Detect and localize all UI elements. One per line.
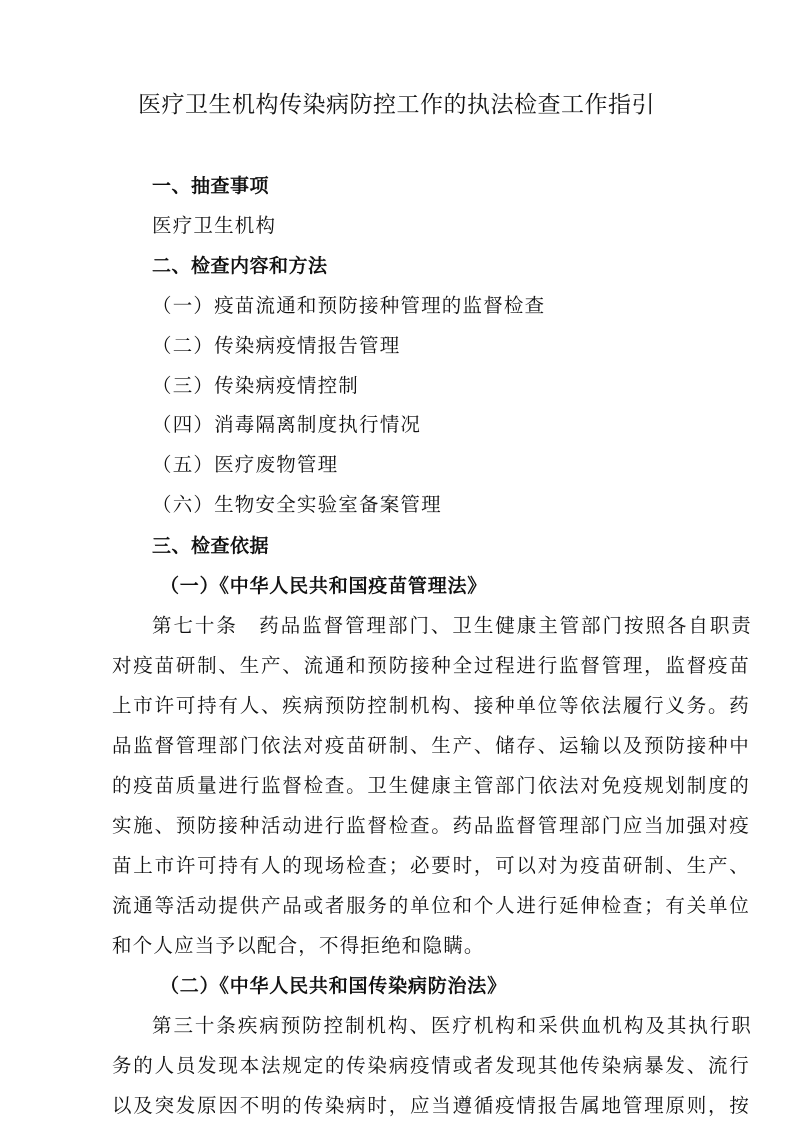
law1-line-1: 第七十条 药品监督管理部门、卫生健康主管部门按照各自职责 (152, 614, 752, 637)
inspection-item-1: （一）疫苗流通和预防接种管理的监督检查 (152, 294, 546, 317)
section-heading-2: 二、检查内容和方法 (152, 255, 328, 277)
inspection-item-4: （四）消毒隔离制度执行情况 (152, 413, 422, 436)
law2-line-2: 务的人员发现本法规定的传染病疫情或者发现其他传染病暴发、流行 (112, 1054, 750, 1077)
inspection-item-3: （三）传染病疫情控制 (152, 374, 360, 397)
law1-line-9: 和个人应当予以配合，不得拒绝和隐瞒。 (112, 934, 485, 957)
document-title: 医疗卫生机构传染病防控工作的执法检查工作指引 (138, 92, 655, 118)
section-heading-3: 三、检查依据 (152, 535, 270, 557)
inspection-item-6: （六）生物安全实验室备案管理 (152, 493, 442, 516)
inspection-item-2: （二）传染病疫情报告管理 (152, 334, 401, 357)
law1-line-4: 品监督管理部门依法对疫苗研制、生产、储存、运输以及预防接种中 (112, 734, 750, 757)
law-heading-vaccine: （一）《中华人民共和国疫苗管理法》 (160, 575, 488, 597)
law1-line-7: 苗上市许可持有人的现场检查；必要时，可以对为疫苗研制、生产、 (112, 854, 750, 877)
law2-line-1: 第三十条疾病预防控制机构、医疗机构和采供血机构及其执行职 (152, 1014, 752, 1037)
law2-line-3: 以及突发原因不明的传染病时，应当遵循疫情报告属地管理原则，按 (112, 1094, 750, 1117)
law1-line-2: 对疫苗研制、生产、流通和预防接种全过程进行监督管理，监督疫苗 (112, 654, 750, 677)
law1-line-3: 上市许可持有人、疾病预防控制机构、接种单位等依法履行义务。药 (112, 694, 750, 717)
law1-line-5: 的疫苗质量进行监督检查。卫生健康主管部门依法对免疫规划制度的 (112, 774, 750, 797)
inspection-item-5: （五）医疗废物管理 (152, 453, 339, 476)
law-heading-infectious-disease: （二）《中华人民共和国传染病防治法》 (160, 975, 507, 997)
section-heading-1: 一、抽查事项 (152, 175, 270, 197)
law1-line-8: 流通等活动提供产品或者服务的单位和个人进行延伸检查；有关单位 (112, 894, 750, 917)
law1-line-6: 实施、预防接种活动进行监督检查。药品监督管理部门应当加强对疫 (112, 814, 750, 837)
section-1-item: 医疗卫生机构 (152, 214, 277, 237)
